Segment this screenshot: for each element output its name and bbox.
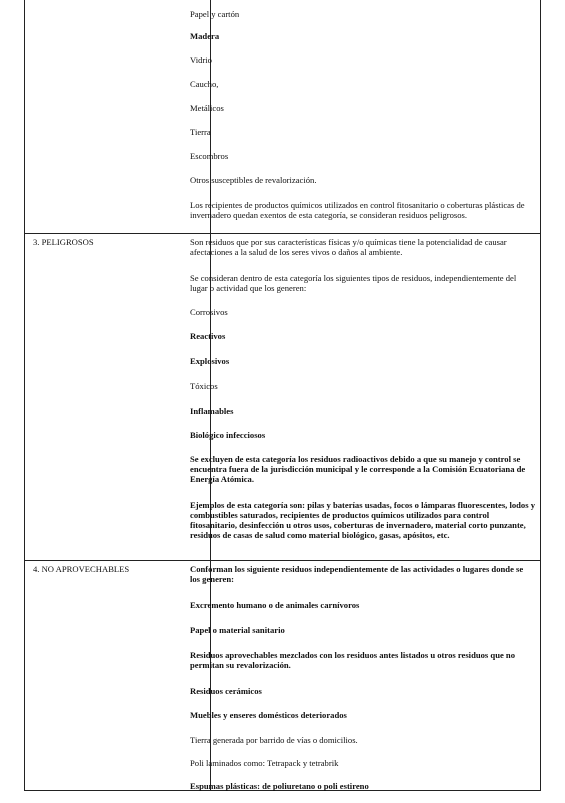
row2-paragraph-8: Biológico infecciosos xyxy=(190,430,266,440)
row2-paragraph-1: Son residuos que por sus características físicas y/o químicas tiene la potencialidad de causar afectaciones a la salud de los seres vivos o daños al ambiente. xyxy=(190,237,507,257)
row1-paragraph-4: Caucho, xyxy=(190,79,219,89)
row1-paragraph-7: Escombros xyxy=(190,151,229,161)
row1-paragraph-5: Metálicos xyxy=(190,103,224,113)
row2-paragraph-5: Explosivos xyxy=(190,356,230,366)
row3-paragraph-3: Papel o material sanitario xyxy=(190,625,285,635)
row3-paragraph-7: Tierra generada por barrido de vías o domicilios. xyxy=(190,735,358,745)
column-divider xyxy=(210,0,211,790)
waste-classification-table xyxy=(24,0,541,791)
row1-paragraph-1: Papel y cartón xyxy=(190,9,240,19)
row-divider-1 xyxy=(25,233,540,234)
row2-paragraph-2: Se consideran dentro de esta categoría los siguientes tipos de residuos, independientemente del lugar o actividad que los generen: xyxy=(190,273,517,293)
row2-heading: 3. PELIGROSOS xyxy=(33,237,94,247)
row3-heading: 4. NO APROVECHABLES xyxy=(33,564,130,574)
row3-paragraph-9: Espumas plásticas: de poliuretano o poli estireno xyxy=(190,781,369,791)
row1-paragraph-3: Vidrio xyxy=(190,55,212,65)
row-divider-2 xyxy=(25,560,540,561)
row1-paragraph-9: Los recipientes de productos químicos utilizados en control fitosanitario o coberturas plásticas de invernadero quedan exentos de esta categoría, se consideran residuos peligrosos. xyxy=(190,200,525,220)
row2-paragraph-6: Tóxicos xyxy=(190,381,218,391)
row1-paragraph-8: Otros susceptibles de revalorización. xyxy=(190,175,317,185)
row1-paragraph-6: Tierra xyxy=(190,127,211,137)
row3-paragraph-5: Residuos cerámicos xyxy=(190,686,262,696)
row2-paragraph-4: Reactivos xyxy=(190,331,226,341)
row1-paragraph-2: Madera xyxy=(190,31,220,41)
row2-paragraph-3: Corrosivos xyxy=(190,307,228,317)
row3-paragraph-1: Conforman los siguiente residuos independientemente de las actividades o lugares donde se los generen: xyxy=(190,564,524,584)
row2-paragraph-7: Inflamables xyxy=(190,406,234,416)
row3-paragraph-8: Poli laminados como: Tetrapack y tetrabrik xyxy=(190,758,339,768)
row2-paragraph-10: Ejemplos de esta categoría son: pilas y baterías usadas, focos o lámparas fluorescentes, lodos y combustibles saturados, recipientes de productos químicos utilizados para control fitosanitario, desinfección u otros usos, coberturas de invernadero, material corto punzante, residuos de casas de salud como material biológico, gasas, apósitos, etc. xyxy=(190,500,536,540)
row3-paragraph-2: Excremento humano o de animales carnívoros xyxy=(190,600,360,610)
row2-paragraph-9: Se excluyen de esta categoría los residuos radioactivos debido a que su manejo y control se encuentra fuera de la jurisdicción municipal y le corresponde a la Comisión Ecuatoriana de Energía Atómica. xyxy=(190,454,526,484)
row3-paragraph-6: Muebles y enseres domésticos deteriorados xyxy=(190,710,347,720)
row3-paragraph-4: Residuos aprovechables mezclados con los residuos antes listados u otros residuos que no permitan su revalorización. xyxy=(190,650,516,670)
